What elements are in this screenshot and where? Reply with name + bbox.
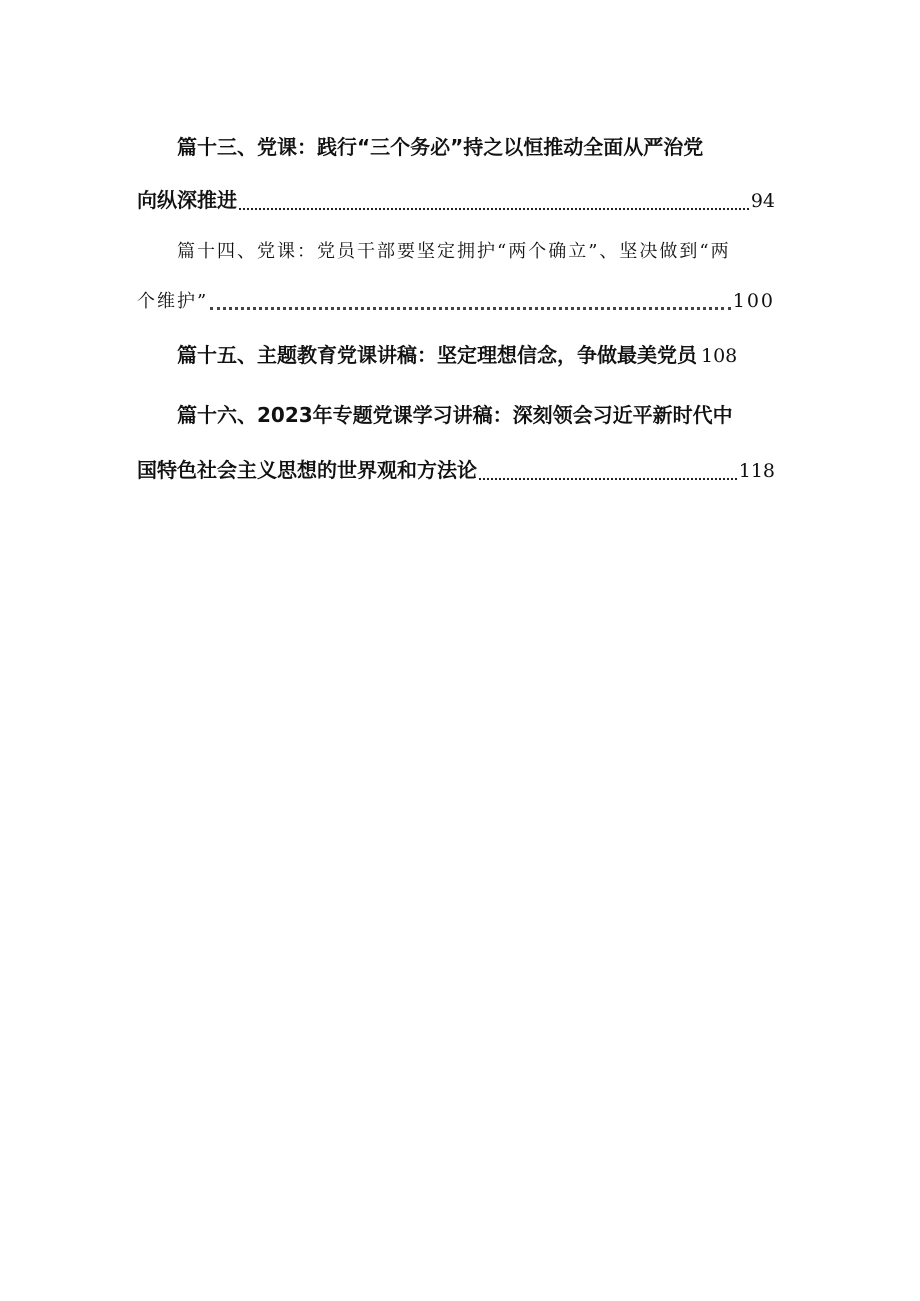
- toc-entry-title-text: 篇十六、2023年专题党课学习讲稿：深刻领会习近平新时代中: [177, 403, 733, 427]
- toc-entry-14-title[interactable]: [137, 238, 775, 266]
- toc-entry-16-continuation[interactable]: [137, 456, 775, 485]
- toc-entry-13-continuation[interactable]: [137, 186, 775, 215]
- dot-leader: [479, 478, 737, 480]
- toc-entry-title-text: 篇十五、主题教育党课讲稿：坚定理想信念，争做最美党员: [177, 343, 697, 367]
- toc-entry-14-continuation[interactable]: [137, 287, 775, 316]
- toc-page-number: 118: [738, 460, 775, 482]
- toc-page-number: 100: [732, 290, 775, 312]
- toc-entry-16-title[interactable]: [137, 401, 775, 429]
- toc-entry-13-title[interactable]: [137, 133, 775, 161]
- toc-page-number: 94: [750, 190, 775, 212]
- toc-entry-title-text: 篇十四、党课：党员干部要坚定拥护“两个确立”、坚决做到“两: [177, 241, 731, 262]
- toc-entry-15[interactable]: [137, 341, 775, 370]
- toc-page-number: 108: [701, 345, 738, 367]
- toc-entry-title-text: 篇十三、党课：践行“三个务必”持之以恒推动全面从严治党: [177, 135, 704, 159]
- dot-leader: [239, 208, 749, 210]
- toc-entry-title-text: 向纵深推进: [137, 188, 237, 212]
- toc-entry-title-text: 个维护”: [137, 291, 209, 312]
- dot-leader: [210, 307, 731, 310]
- toc-entry-title-text: 国特色社会主义思想的世界观和方法论: [137, 458, 477, 482]
